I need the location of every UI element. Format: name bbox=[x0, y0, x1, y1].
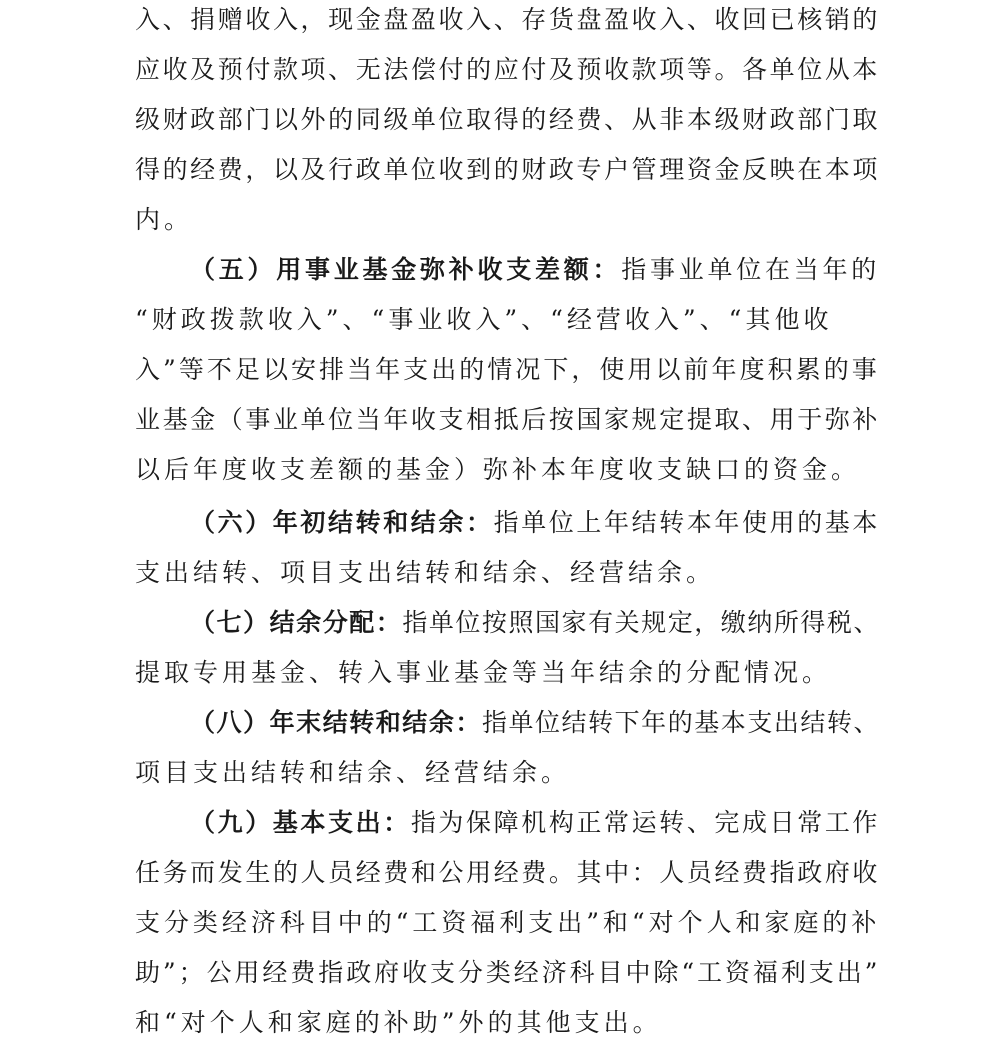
text-span: 指事业单位在当年的 bbox=[621, 255, 881, 284]
text-line: 项目支出结转和结余、经营结余。 bbox=[135, 758, 571, 787]
paragraph-first-line bbox=[190, 703, 880, 743]
text-line: 和“对个人和家庭的补助”外的其他支出。 bbox=[135, 1008, 662, 1037]
text-line: 提取专用基金、转入事业基金等当年结余的分配情况。 bbox=[135, 658, 832, 687]
paragraph-first-line bbox=[190, 503, 880, 543]
section-term-8: （八）年末结转和结余： bbox=[190, 708, 482, 737]
section-term-5: （五）用事业基金弥补收支差额： bbox=[190, 255, 622, 284]
text-line: 以后年度收支差额的基金）弥补本年度收支缺口的资金。 bbox=[135, 455, 861, 484]
section-term-6: （六）年初结转和结余： bbox=[190, 508, 494, 537]
text-span: 指为保障机构正常运转、完成日常工作 bbox=[410, 808, 881, 837]
text-line: 内。 bbox=[135, 205, 194, 234]
text-line: “财政拨款收入”、“事业收入”、“经营收入”、“其他收 bbox=[135, 305, 833, 334]
text-line: 得的经费，以及行政单位收到的财政专户管理资金反映在本项 bbox=[135, 155, 881, 184]
section-term-9: （九）基本支出： bbox=[190, 808, 411, 837]
text-span: 指单位按照国家有关规定，缴纳所得税、 bbox=[402, 608, 881, 637]
paragraph-first-line bbox=[190, 250, 880, 290]
text-line: 业基金（事业单位当年收支相抵后按国家规定提取、用于弥补 bbox=[135, 405, 881, 434]
text-span: 指单位结转下年的基本支出结转、 bbox=[481, 708, 881, 737]
text-line: 任务而发生的人员经费和公用经费。其中：人员经费指政府收 bbox=[135, 858, 881, 887]
section-term-7: （七）结余分配： bbox=[190, 608, 403, 637]
text-line: 支分类经济科目中的“工资福利支出”和“对个人和家庭的补 bbox=[135, 908, 881, 937]
text-line: 入、捐赠收入，现金盘盈收入、存货盘盈收入、收回已核销的 bbox=[135, 5, 881, 34]
paragraph-first-line bbox=[190, 803, 880, 843]
paragraph-first-line bbox=[190, 603, 880, 643]
text-line: 应收及预付款项、无法偿付的应付及预收款项等。各单位从本 bbox=[135, 55, 881, 84]
text-line: 级财政部门以外的同级单位取得的经费、从非本级财政部门取 bbox=[135, 105, 881, 134]
document-page bbox=[135, 0, 880, 1043]
text-line: 助”；公用经费指政府收支分类经济科目中除“工资福利支出” bbox=[135, 958, 881, 987]
text-line: 支出结转、项目支出结转和结余、经营结余。 bbox=[135, 558, 716, 587]
text-line: 入”等不足以安排当年支出的情况下，使用以前年度积累的事 bbox=[135, 355, 880, 384]
text-span: 指单位上年结转本年使用的基本 bbox=[493, 508, 881, 537]
